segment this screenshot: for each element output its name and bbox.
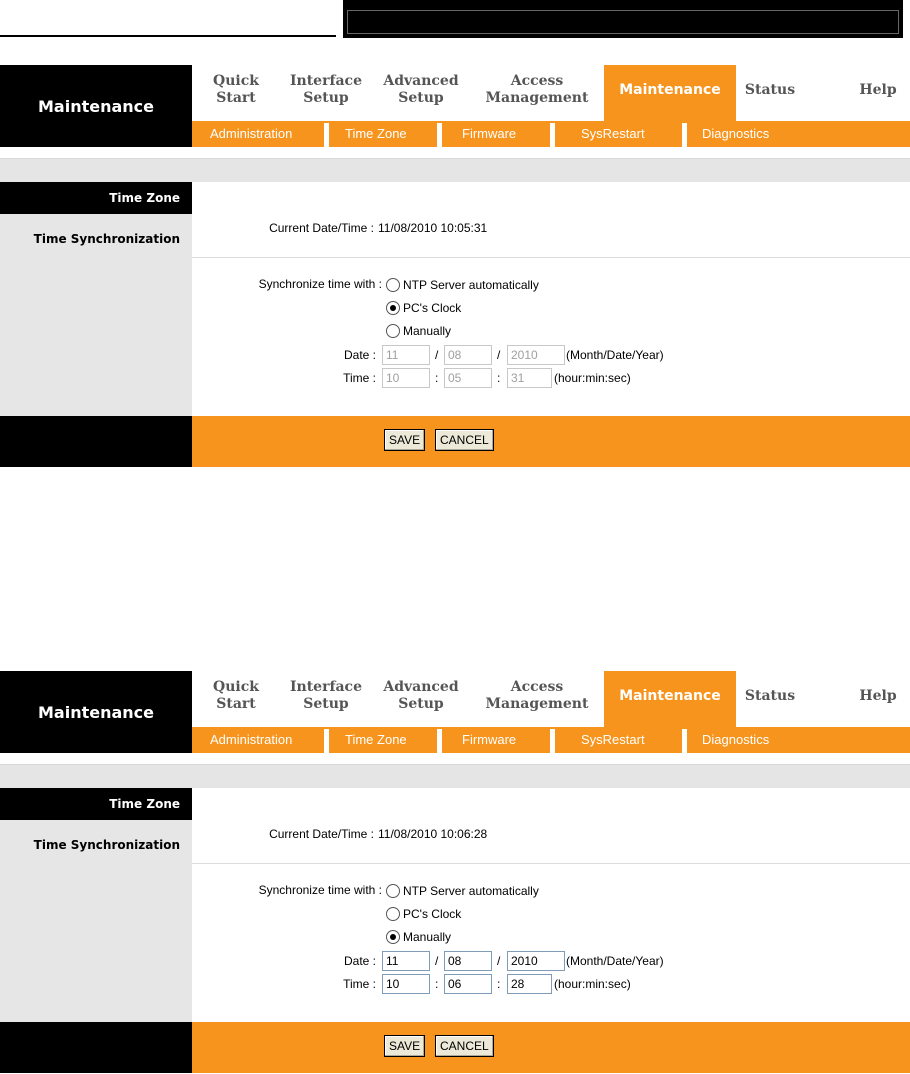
menu-access-management[interactable]: Access Management bbox=[485, 679, 589, 712]
section-subtitle: Time Synchronization bbox=[33, 838, 180, 852]
time-format-hint: (hour:min:sec) bbox=[554, 977, 631, 991]
radio-ntp-server[interactable]: NTP Server automatically bbox=[386, 882, 539, 900]
form-footer bbox=[0, 416, 910, 467]
router-panel-2 bbox=[0, 671, 910, 1073]
radio-ntp-server[interactable]: NTP Server automatically bbox=[386, 276, 539, 294]
submenu-administration[interactable]: Administration bbox=[210, 732, 293, 747]
submenu-time-zone[interactable]: Time Zone bbox=[345, 732, 407, 747]
radio-manually[interactable]: Manually bbox=[386, 322, 451, 340]
sync-label: Synchronize time with : bbox=[258, 277, 382, 291]
submenu-separator bbox=[437, 729, 442, 753]
left-section-column bbox=[0, 182, 192, 416]
radio-button-icon[interactable] bbox=[386, 278, 400, 292]
date-separator: / bbox=[435, 348, 439, 362]
submenu-separator bbox=[324, 729, 329, 753]
left-section-column bbox=[0, 788, 192, 1022]
menu-access-management[interactable]: Access Management bbox=[485, 73, 589, 106]
radio-manually[interactable]: Manually bbox=[386, 928, 451, 946]
date-day-input[interactable] bbox=[444, 345, 492, 365]
menu-quick-start[interactable]: Quick Start bbox=[213, 679, 259, 712]
footer-left-block bbox=[0, 416, 192, 467]
submenu-separator bbox=[550, 123, 555, 147]
save-button[interactable]: SAVE bbox=[384, 429, 425, 451]
submenu-separator bbox=[550, 729, 555, 753]
date-label: Date : bbox=[343, 954, 376, 968]
footer-left-block bbox=[0, 1022, 192, 1073]
date-separator: / bbox=[435, 954, 439, 968]
header-rule bbox=[0, 35, 336, 37]
footer-button-bar bbox=[192, 1022, 910, 1073]
radio-button-icon[interactable] bbox=[386, 907, 400, 921]
submenu-separator bbox=[437, 123, 442, 147]
router-panel-1 bbox=[0, 65, 910, 467]
menu-help[interactable]: Help bbox=[859, 82, 897, 98]
radio-button-checked-icon[interactable] bbox=[386, 930, 400, 944]
page-logo-title: Maintenance bbox=[0, 65, 192, 147]
date-label: Date : bbox=[343, 348, 376, 362]
menu-quick-start[interactable]: Quick Start bbox=[213, 73, 259, 106]
cancel-button[interactable]: CANCEL bbox=[435, 1035, 494, 1057]
menu-advanced-setup[interactable]: Advanced Setup bbox=[383, 679, 459, 712]
menu-status[interactable]: Status bbox=[744, 688, 796, 704]
main-menu bbox=[192, 65, 910, 121]
section-subtitle: Time Synchronization bbox=[33, 232, 180, 246]
radio-button-icon[interactable] bbox=[386, 884, 400, 898]
radio-pc-clock[interactable]: PC's Clock bbox=[386, 905, 461, 923]
menu-interface-setup[interactable]: Interface Setup bbox=[289, 73, 362, 106]
submenu-time-zone[interactable]: Time Zone bbox=[345, 126, 407, 141]
sub-menu bbox=[192, 121, 910, 147]
time-separator: : bbox=[497, 371, 501, 385]
submenu-diagnostics[interactable]: Diagnostics bbox=[702, 732, 770, 747]
submenu-separator bbox=[682, 729, 687, 753]
date-year-input[interactable] bbox=[507, 951, 565, 971]
menu-advanced-setup[interactable]: Advanced Setup bbox=[383, 73, 459, 106]
section-title: Time Zone bbox=[0, 788, 192, 820]
time-second-input[interactable] bbox=[507, 368, 552, 388]
time-format-hint: (hour:min:sec) bbox=[554, 371, 631, 385]
submenu-separator bbox=[324, 123, 329, 147]
menu-maintenance[interactable]: Maintenance bbox=[604, 671, 736, 727]
gray-spacer-bar bbox=[0, 158, 910, 182]
top-navigation bbox=[0, 671, 910, 753]
time-hour-input[interactable] bbox=[382, 974, 430, 994]
gray-spacer-bar bbox=[0, 764, 910, 788]
header-box bbox=[343, 0, 903, 38]
date-format-hint: (Month/Date/Year) bbox=[566, 954, 664, 968]
time-minute-input[interactable] bbox=[444, 368, 492, 388]
submenu-diagnostics[interactable]: Diagnostics bbox=[702, 126, 770, 141]
time-hour-input[interactable] bbox=[382, 368, 430, 388]
submenu-firmware[interactable]: Firmware bbox=[462, 126, 517, 141]
date-year-input[interactable] bbox=[507, 345, 565, 365]
time-label: Time : bbox=[343, 977, 376, 991]
menu-status[interactable]: Status bbox=[744, 82, 796, 98]
date-day-input[interactable] bbox=[444, 951, 492, 971]
sync-label: Synchronize time with : bbox=[258, 883, 382, 897]
current-datetime-label: Current Date/Time : bbox=[269, 827, 374, 841]
current-datetime-value: 11/08/2010 10:06:28 bbox=[378, 827, 488, 841]
menu-help[interactable]: Help bbox=[859, 688, 897, 704]
menu-maintenance[interactable]: Maintenance bbox=[604, 65, 736, 121]
time-separator: : bbox=[497, 977, 501, 991]
top-navigation bbox=[0, 65, 910, 147]
time-second-input[interactable] bbox=[507, 974, 552, 994]
submenu-sysrestart[interactable]: SysRestart bbox=[581, 732, 645, 747]
date-separator: / bbox=[497, 954, 501, 968]
save-button[interactable]: SAVE bbox=[384, 1035, 425, 1057]
settings-content bbox=[192, 788, 910, 1022]
current-datetime-label: Current Date/Time : bbox=[269, 221, 374, 235]
page-logo-title: Maintenance bbox=[0, 671, 192, 753]
page-header bbox=[0, 0, 910, 40]
radio-button-checked-icon[interactable] bbox=[386, 301, 400, 315]
time-separator: : bbox=[435, 977, 439, 991]
current-datetime-value: 11/08/2010 10:05:31 bbox=[378, 221, 488, 235]
form-footer bbox=[0, 1022, 910, 1073]
date-month-input[interactable] bbox=[382, 951, 430, 971]
submenu-sysrestart[interactable]: SysRestart bbox=[581, 126, 645, 141]
main-menu bbox=[192, 671, 910, 727]
settings-content bbox=[192, 182, 910, 416]
date-month-input[interactable] bbox=[382, 345, 430, 365]
date-format-hint: (Month/Date/Year) bbox=[566, 348, 664, 362]
time-label: Time : bbox=[343, 371, 376, 385]
section-divider bbox=[192, 863, 910, 864]
submenu-separator bbox=[682, 123, 687, 147]
time-separator: : bbox=[435, 371, 439, 385]
radio-pc-clock[interactable]: PC's Clock bbox=[386, 299, 461, 317]
section-divider bbox=[192, 257, 910, 258]
submenu-administration[interactable]: Administration bbox=[210, 126, 293, 141]
cancel-button[interactable]: CANCEL bbox=[435, 429, 494, 451]
footer-button-bar bbox=[192, 416, 910, 467]
time-minute-input[interactable] bbox=[444, 974, 492, 994]
sub-menu bbox=[192, 727, 910, 753]
submenu-firmware[interactable]: Firmware bbox=[462, 732, 517, 747]
menu-interface-setup[interactable]: Interface Setup bbox=[289, 679, 362, 712]
radio-button-icon[interactable] bbox=[386, 324, 400, 338]
section-title: Time Zone bbox=[0, 182, 192, 214]
date-separator: / bbox=[497, 348, 501, 362]
